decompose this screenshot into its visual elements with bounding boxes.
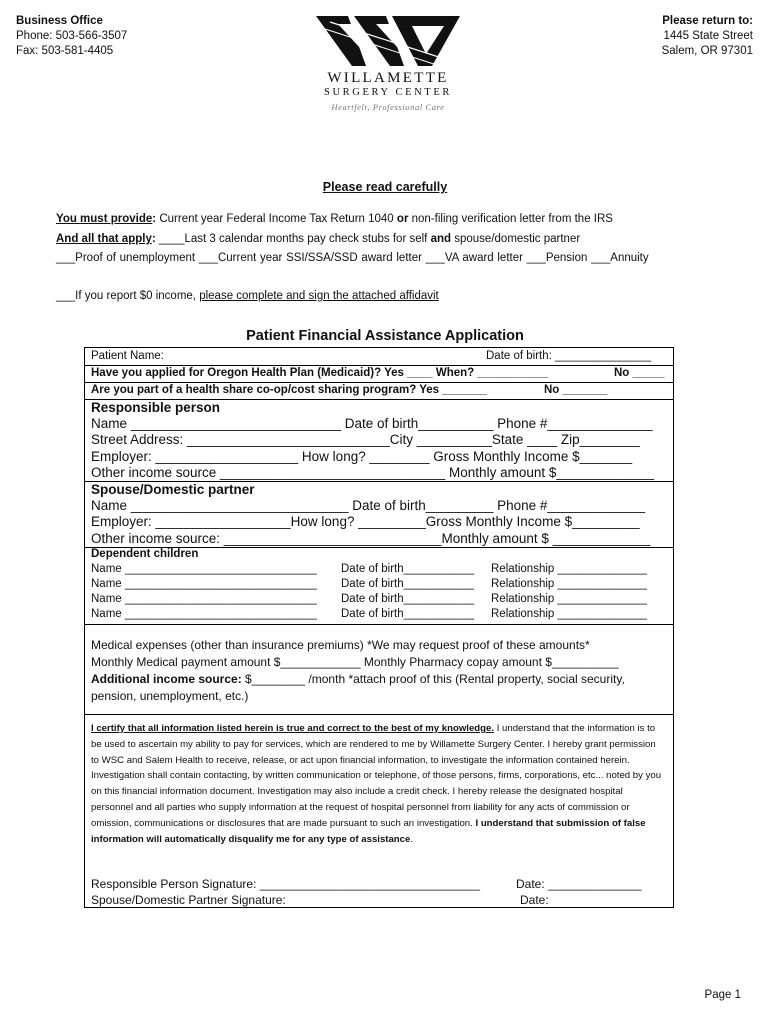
additional-income-examples: pension, unemployment, etc.) [91, 689, 249, 703]
proof-options-line: ___Proof of unemployment ___Current year SSI/SSA/SSD award letter ___VA award letter ___Pension ___Annuity [56, 252, 649, 264]
spouse-heading: Spouse/Domestic partner [91, 482, 255, 497]
logo-mark-icon [308, 14, 468, 68]
spouse-other-income-row[interactable]: Other income source: _____________________________Monthly amount $ _____________ [91, 531, 651, 546]
all-that-apply-label: And all that apply [56, 233, 152, 245]
ohp-no[interactable]: No _____ [614, 367, 665, 379]
spouse-signature-date[interactable]: Date: [520, 893, 549, 907]
application-form [84, 347, 674, 908]
health-share-row [91, 384, 667, 396]
return-title: Please return to: [662, 15, 753, 27]
must-provide-text1: Current year Federal Income Tax Return 1040 [159, 213, 394, 225]
dependent-relationship-field[interactable]: Relationship ______________ [491, 578, 648, 590]
responsible-signature-field[interactable]: Responsible Person Signature: _________________________________ [91, 877, 481, 891]
office-title: Business Office [16, 15, 103, 27]
medical-expenses-line: Medical expenses (other than insurance premiums) *We may request proof of these amounts* [91, 638, 590, 652]
affidavit-link[interactable]: please complete and sign the attached affidavit [199, 290, 439, 302]
paystubs-text2: spouse/domestic partner [454, 233, 581, 245]
must-provide-text2: non-filing verification letter from the IRS [411, 213, 613, 225]
patient-name-row [91, 350, 667, 362]
ohp-question[interactable]: Have you applied for Oregon Health Plan (Medicaid)? Yes ____ When? ___________ [91, 367, 548, 379]
logo-subtitle: SURGERY CENTER [324, 87, 452, 98]
ohp-question-row [91, 367, 667, 379]
certify-body: I understand that the information is to be used to ascertain my ability to pay for services, which are rendered to me by Willamette Surgery Center. I hereby grant permission to WSC and Salem Health to receive, release, or act upon financial information, to investigate the information contained herein. Investigation shall contain contacting, by written communication or telephone, of those persons, firms, corporations, etc... noted by you on this financial information document. Investigation may also include a credit check. I hereby release the designated hospital personnel and all parties who supply information at the request of hospital personnel from liability for any acts of commission or omission, communications or disclosures that are made pursuant to such an investigation. [91, 723, 662, 829]
page-number: Page 1 [704, 989, 741, 1001]
dependent-row [91, 563, 667, 575]
certify-tail: I understand that submission of false information will automatically disqualify me for any type of assistance [91, 817, 646, 845]
patient-dob-field[interactable]: Date of birth: _______________ [486, 350, 651, 362]
all-that-apply-line: And all that apply: ____Last 3 calendar months pay check stubs for self and spouse/domestic partner [56, 233, 581, 245]
responsible-employer-row[interactable]: Employer: ___________________ How long? ________ Gross Monthly Income $_______ [91, 449, 633, 464]
dependent-name-field[interactable]: Name ______________________________ [91, 593, 317, 605]
return-city: Salem, OR 97301 [661, 45, 753, 57]
zero-income-prefix: ___If you report $0 income, [56, 290, 196, 302]
dependent-relationship-field[interactable]: Relationship ______________ [491, 593, 648, 605]
certify-lead: I certify that all information listed herein is true and correct to the best of my knowledge. [91, 723, 495, 734]
additional-income-field[interactable]: $________ /month *attach proof of this (Rental property, social security, [245, 672, 625, 686]
dependent-row [91, 578, 667, 590]
office-phone: Phone: 503-566-3507 [16, 30, 128, 42]
certify-tail-period: . [410, 833, 414, 845]
responsible-heading: Responsible person [91, 400, 221, 415]
dependent-dob-field[interactable]: Date of birth___________ [341, 578, 474, 590]
must-provide-label: You must provide [56, 213, 153, 225]
business-office-block [16, 14, 127, 59]
spouse-name-row[interactable]: Name _____________________________ Date of birth_________ Phone #_____________ [91, 498, 646, 513]
dependent-dob-field[interactable]: Date of birth___________ [341, 563, 474, 575]
dependent-row [91, 608, 667, 620]
spouse-signature-field[interactable]: Spouse/Domestic Partner Signature: [91, 893, 286, 907]
must-provide-or: or [396, 213, 409, 225]
dependent-row [91, 593, 667, 605]
certification-paragraph [91, 721, 663, 847]
read-carefully-heading: Please read carefully [322, 180, 448, 194]
office-fax: Fax: 503-581-4405 [16, 45, 114, 57]
dependent-name-field[interactable]: Name ______________________________ [91, 578, 317, 590]
spouse-employer-row[interactable]: Employer: __________________How long? _________Gross Monthly Income $_________ [91, 514, 640, 529]
health-share-question[interactable]: Are you part of a health share co-op/cost sharing program? Yes _______ [91, 384, 488, 396]
additional-income-line [91, 672, 667, 686]
dependent-relationship-field[interactable]: Relationship ______________ [491, 608, 648, 620]
responsible-signature-row [91, 877, 667, 891]
paystubs-text: ____Last 3 calendar months pay check stubs for self [158, 233, 428, 245]
logo-tagline: Heartfelt, Professional Care [331, 102, 445, 112]
paystubs-and: and [430, 233, 452, 245]
willamette-logo [308, 14, 468, 116]
responsible-signature-date[interactable]: Date: ______________ [516, 877, 642, 891]
dependent-dob-field[interactable]: Date of birth___________ [341, 593, 474, 605]
dependent-dob-field[interactable]: Date of birth___________ [341, 608, 474, 620]
responsible-name-row[interactable]: Name ____________________________ Date of birth__________ Phone #______________ [91, 416, 653, 431]
dependent-name-field[interactable]: Name ______________________________ [91, 608, 317, 620]
patient-name-label[interactable]: Patient Name: [91, 350, 164, 362]
medical-payment-line[interactable]: Monthly Medical payment amount $____________ Monthly Pharmacy copay amount $__________ [91, 655, 619, 669]
zero-income-line [56, 290, 439, 302]
application-title: Patient Financial Assistance Application [246, 328, 524, 344]
additional-income-label: Additional income source: [91, 672, 242, 686]
return-address-block [662, 14, 753, 59]
responsible-address-row[interactable]: Street Address: ___________________________City __________State ____ Zip________ [91, 432, 640, 447]
dependent-relationship-field[interactable]: Relationship ______________ [491, 563, 648, 575]
dependents-heading: Dependent children [91, 548, 199, 560]
dependent-name-field[interactable]: Name ______________________________ [91, 563, 317, 575]
return-street: 1445 State Street [663, 30, 753, 42]
must-provide-line: You must provide: Current year Federal Income Tax Return 1040 or non-filing verification letter from the IRS [56, 213, 613, 225]
health-share-no[interactable]: No _______ [544, 384, 608, 396]
logo-name: WILLAMETTE [327, 70, 449, 86]
responsible-other-income-row[interactable]: Other income source ______________________________ Monthly amount $_____________ [91, 465, 654, 480]
spouse-signature-row [91, 893, 667, 907]
